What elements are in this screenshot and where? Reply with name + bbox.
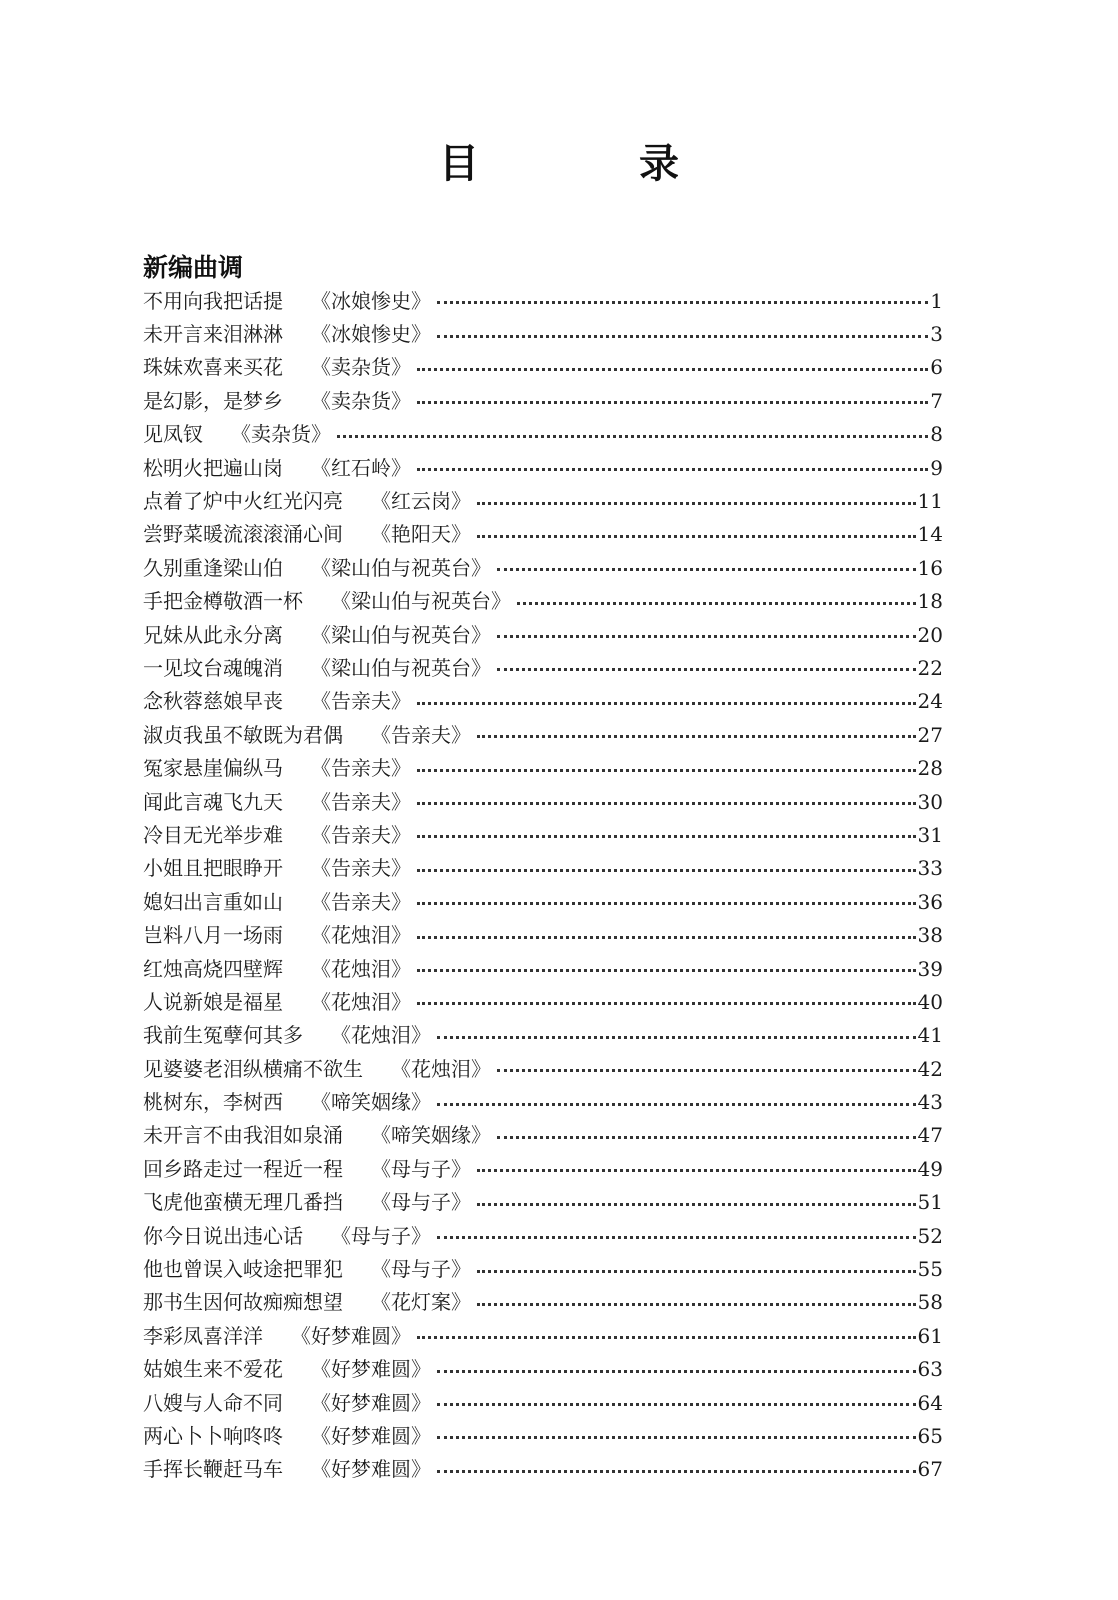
entry-page-number: 14 xyxy=(917,522,943,547)
dot-leader xyxy=(437,1103,916,1106)
entry-source: 《好梦难圆》 xyxy=(311,1390,431,1415)
entry-page-number: 22 xyxy=(917,655,943,680)
entry-title: 兄妹从此永分离 xyxy=(143,622,283,647)
entry-title: 你今日说出违心话 xyxy=(143,1223,303,1248)
entry-page-number: 7 xyxy=(930,388,943,413)
entry-source: 《卖杂货》 xyxy=(311,388,411,413)
toc-entry[interactable] xyxy=(143,818,943,851)
entry-title: 岂料八月一场雨 xyxy=(143,923,283,948)
toc-entry[interactable] xyxy=(143,1152,943,1185)
entry-title: 姑娘生来不爱花 xyxy=(143,1357,283,1382)
dot-leader xyxy=(497,568,916,571)
entry-title: 冷目无光举步难 xyxy=(143,822,283,847)
entry-title: 我前生冤孽何其多 xyxy=(143,1023,303,1048)
toc-entry[interactable] xyxy=(143,1085,943,1118)
dot-leader xyxy=(417,468,928,471)
entry-page-number: 3 xyxy=(930,322,943,347)
toc-entry[interactable] xyxy=(143,585,943,618)
entry-title: 松明火把遍山岗 xyxy=(143,455,283,480)
entry-page-number: 67 xyxy=(917,1457,943,1482)
toc-entry[interactable] xyxy=(143,1252,943,1285)
entry-source: 《花灯案》 xyxy=(371,1290,471,1315)
entry-title: 淑贞我虽不敏既为君偶 xyxy=(143,722,343,747)
toc-entry[interactable] xyxy=(143,1419,943,1452)
entry-source: 《花烛泪》 xyxy=(311,923,411,948)
entry-source: 《告亲夫》 xyxy=(311,756,411,781)
dot-leader xyxy=(417,869,916,872)
dot-leader xyxy=(437,1236,916,1239)
entry-title: 桃树东，李树西 xyxy=(143,1090,283,1115)
entry-page-number: 47 xyxy=(917,1123,943,1148)
entry-page-number: 63 xyxy=(917,1357,943,1382)
entry-page-number: 39 xyxy=(917,956,943,981)
entry-title: 回乡路走过一程近一程 xyxy=(143,1156,343,1181)
entry-title: 他也曾误入岐途把罪犯 xyxy=(143,1257,343,1282)
dot-leader xyxy=(417,1336,916,1339)
entry-source: 《好梦难圆》 xyxy=(311,1357,431,1382)
entry-title: 点着了炉中火红光闪亮 xyxy=(143,489,343,514)
entry-source: 《告亲夫》 xyxy=(371,722,471,747)
toc-entry[interactable] xyxy=(143,1219,943,1252)
toc-entry[interactable] xyxy=(143,317,943,350)
entry-page-number: 40 xyxy=(917,989,943,1014)
toc-entry[interactable] xyxy=(143,751,943,784)
dot-leader xyxy=(417,401,928,404)
entry-source: 《红石岭》 xyxy=(311,455,411,480)
dot-leader xyxy=(497,635,916,638)
dot-leader xyxy=(417,702,916,705)
dot-leader xyxy=(417,902,916,905)
entry-page-number: 55 xyxy=(917,1257,943,1282)
entry-source: 《啼笑姻缘》 xyxy=(371,1123,491,1148)
entry-source: 《花烛泪》 xyxy=(331,1023,431,1048)
entry-title: 一见坟台魂魄消 xyxy=(143,655,283,680)
dot-leader xyxy=(497,668,916,671)
dot-leader xyxy=(437,335,928,338)
dot-leader xyxy=(477,1169,916,1172)
dot-leader xyxy=(437,1470,916,1473)
entry-source: 《母与子》 xyxy=(371,1156,471,1181)
toc-entry[interactable] xyxy=(143,418,943,451)
entry-page-number: 6 xyxy=(930,355,943,380)
entry-page-number: 16 xyxy=(917,555,943,580)
entry-title: 那书生因何故痴痴想望 xyxy=(143,1290,343,1315)
section-heading: 新编曲调 xyxy=(143,253,244,282)
entry-title: 媳妇出言重如山 xyxy=(143,889,283,914)
dot-leader xyxy=(477,502,916,505)
toc-entry[interactable] xyxy=(143,1386,943,1419)
entry-title: 闻此言魂飞九天 xyxy=(143,789,283,814)
entry-title: 未开言来泪淋淋 xyxy=(143,322,283,347)
dot-leader xyxy=(517,602,916,605)
dot-leader xyxy=(437,1036,916,1039)
toc-entry[interactable] xyxy=(143,1019,943,1052)
entry-source: 《艳阳天》 xyxy=(371,522,471,547)
entry-page-number: 8 xyxy=(930,422,943,447)
entry-title: 尝野菜暖流滚滚涌心间 xyxy=(143,522,343,547)
toc-entry[interactable] xyxy=(143,852,943,885)
entry-source: 《母与子》 xyxy=(371,1190,471,1215)
entry-title: 冤家悬崖偏纵马 xyxy=(143,756,283,781)
entry-source: 《告亲夫》 xyxy=(311,822,411,847)
toc-entry[interactable] xyxy=(143,785,943,818)
toc-entry[interactable] xyxy=(143,518,943,551)
entry-page-number: 51 xyxy=(917,1190,943,1215)
entry-page-number: 41 xyxy=(917,1023,943,1048)
toc-entry[interactable] xyxy=(143,1119,943,1152)
entry-title: 李彩凤喜洋洋 xyxy=(143,1323,263,1348)
entry-source: 《告亲夫》 xyxy=(311,689,411,714)
entry-title: 是幻影，是梦乡 xyxy=(143,388,283,413)
entry-source: 《卖杂货》 xyxy=(311,355,411,380)
toc-entry[interactable] xyxy=(143,1353,943,1386)
entry-source: 《好梦难圆》 xyxy=(291,1323,411,1348)
entry-page-number: 64 xyxy=(917,1390,943,1415)
entry-page-number: 1 xyxy=(930,288,943,313)
entry-source: 《花烛泪》 xyxy=(391,1056,491,1081)
toc-entry[interactable] xyxy=(143,718,943,751)
toc-entry[interactable] xyxy=(143,1453,943,1486)
entry-source: 《告亲夫》 xyxy=(311,856,411,881)
toc-entry[interactable] xyxy=(143,918,943,951)
entry-page-number: 30 xyxy=(917,789,943,814)
entry-page-number: 61 xyxy=(917,1323,943,1348)
entry-source: 《母与子》 xyxy=(331,1223,431,1248)
entry-source: 《告亲夫》 xyxy=(311,789,411,814)
entry-title: 见凤钗 xyxy=(143,422,203,447)
toc-entry[interactable] xyxy=(143,484,943,517)
entry-page-number: 20 xyxy=(917,622,943,647)
entry-source: 《母与子》 xyxy=(371,1257,471,1282)
entry-page-number: 58 xyxy=(917,1290,943,1315)
entry-page-number: 18 xyxy=(917,589,943,614)
dot-leader xyxy=(437,301,928,304)
dot-leader xyxy=(417,769,916,772)
entry-source: 《好梦难圆》 xyxy=(311,1423,431,1448)
entry-page-number: 52 xyxy=(917,1223,943,1248)
toc-entry[interactable] xyxy=(143,284,943,317)
entry-source: 《冰娘惨史》 xyxy=(311,288,431,313)
entry-source: 《告亲夫》 xyxy=(311,889,411,914)
entry-page-number: 33 xyxy=(917,856,943,881)
entry-source: 《冰娘惨史》 xyxy=(311,322,431,347)
entry-page-number: 28 xyxy=(917,756,943,781)
entry-title: 珠妹欢喜来买花 xyxy=(143,355,283,380)
toc-entry[interactable] xyxy=(143,685,943,718)
entry-title: 八嫂与人命不同 xyxy=(143,1390,283,1415)
entry-page-number: 65 xyxy=(917,1423,943,1448)
dot-leader xyxy=(477,1270,916,1273)
entry-source: 《花烛泪》 xyxy=(311,989,411,1014)
toc-entry[interactable] xyxy=(143,952,943,985)
toc-entry[interactable] xyxy=(143,985,943,1018)
dot-leader xyxy=(477,535,916,538)
entry-page-number: 9 xyxy=(930,455,943,480)
toc-entry[interactable] xyxy=(143,1052,943,1085)
entry-title: 不用向我把话提 xyxy=(143,288,283,313)
dot-leader xyxy=(417,368,928,371)
entry-title: 人说新娘是福星 xyxy=(143,989,283,1014)
dot-leader xyxy=(497,1069,916,1072)
dot-leader xyxy=(437,1436,916,1439)
entry-title: 红烛高烧四壁辉 xyxy=(143,956,283,981)
toc-list xyxy=(143,284,943,1486)
entry-source: 《梁山伯与祝英台》 xyxy=(311,655,491,680)
dot-leader xyxy=(477,735,916,738)
dot-leader xyxy=(477,1203,916,1206)
entry-source: 《梁山伯与祝英台》 xyxy=(311,622,491,647)
entry-title: 手把金樽敬酒一杯 xyxy=(143,589,303,614)
dot-leader xyxy=(417,936,916,939)
page-title: 目 录 xyxy=(439,141,739,187)
toc-entry[interactable] xyxy=(143,618,943,651)
entry-source: 《花烛泪》 xyxy=(311,956,411,981)
entry-page-number: 31 xyxy=(917,822,943,847)
entry-title: 久别重逢梁山伯 xyxy=(143,555,283,580)
entry-title: 两心卜卜响咚咚 xyxy=(143,1423,283,1448)
entry-page-number: 49 xyxy=(917,1156,943,1181)
toc-entry[interactable] xyxy=(143,351,943,384)
dot-leader xyxy=(417,1002,916,1005)
entry-title: 念秋蓉慈娘早丧 xyxy=(143,689,283,714)
toc-entry[interactable] xyxy=(143,1186,943,1219)
entry-title: 未开言不由我泪如泉涌 xyxy=(143,1123,343,1148)
toc-entry[interactable] xyxy=(143,451,943,484)
entry-title: 见婆婆老泪纵横痛不欲生 xyxy=(143,1056,363,1081)
dot-leader xyxy=(337,435,928,438)
entry-source: 《红云岗》 xyxy=(371,489,471,514)
entry-source: 《啼笑姻缘》 xyxy=(311,1090,431,1115)
dot-leader xyxy=(417,802,916,805)
dot-leader xyxy=(437,1370,916,1373)
dot-leader xyxy=(417,969,916,972)
toc-entry[interactable] xyxy=(143,651,943,684)
dot-leader xyxy=(437,1403,916,1406)
entry-page-number: 42 xyxy=(917,1056,943,1081)
entry-title: 小姐且把眼睁开 xyxy=(143,856,283,881)
toc-entry[interactable] xyxy=(143,1319,943,1352)
entry-source: 《梁山伯与祝英台》 xyxy=(311,555,491,580)
toc-entry[interactable] xyxy=(143,384,943,417)
dot-leader xyxy=(417,835,916,838)
entry-source: 《梁山伯与祝英台》 xyxy=(331,589,511,614)
entry-title: 手挥长鞭赶马车 xyxy=(143,1457,283,1482)
entry-page-number: 27 xyxy=(917,722,943,747)
entry-page-number: 38 xyxy=(917,923,943,948)
dot-leader xyxy=(477,1303,916,1306)
entry-title: 飞虎他蛮横无理几番挡 xyxy=(143,1190,343,1215)
dot-leader xyxy=(497,1136,916,1139)
entry-source: 《好梦难圆》 xyxy=(311,1457,431,1482)
entry-page-number: 36 xyxy=(917,889,943,914)
entry-source: 《卖杂货》 xyxy=(231,422,331,447)
toc-entry[interactable] xyxy=(143,551,943,584)
entry-page-number: 11 xyxy=(917,489,943,514)
toc-entry[interactable] xyxy=(143,1286,943,1319)
entry-page-number: 24 xyxy=(917,689,943,714)
toc-entry[interactable] xyxy=(143,885,943,918)
entry-page-number: 43 xyxy=(917,1090,943,1115)
